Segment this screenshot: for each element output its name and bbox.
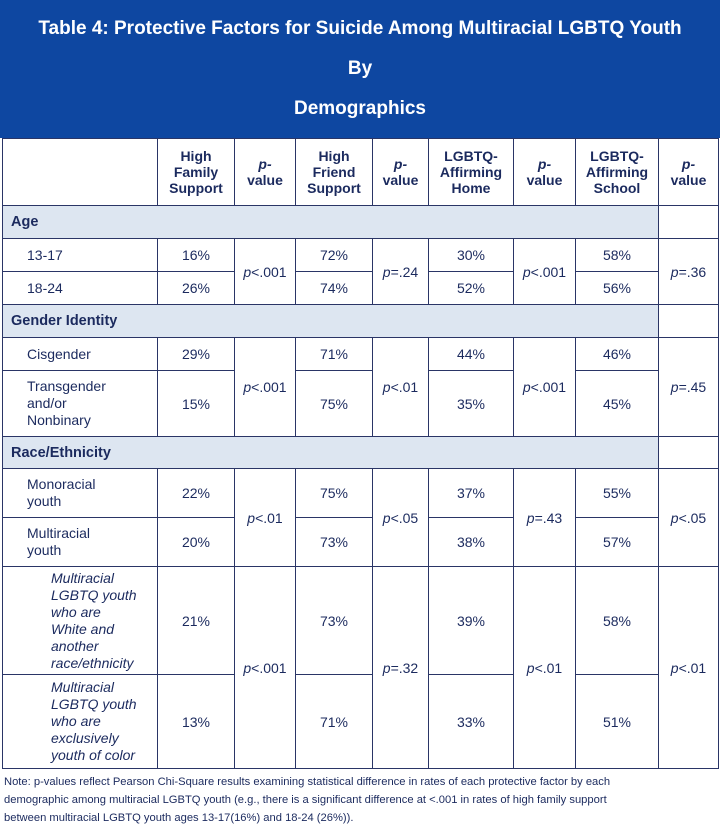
footnote (4, 773, 716, 827)
header-friend-support: High Friend Support (296, 139, 373, 206)
section-row-race (3, 437, 719, 469)
p-value-cell: p=.24 (373, 239, 429, 305)
family-value: 15% (158, 371, 235, 437)
p-value-cell: p<.001 (235, 567, 296, 769)
table-row (3, 371, 719, 437)
p-value-cell: p<.01 (659, 567, 719, 769)
table-row (3, 675, 719, 769)
home-value: 38% (429, 518, 514, 567)
table-row (3, 518, 719, 567)
home-value: 44% (429, 338, 514, 371)
p-value-cell: p<.05 (373, 469, 429, 567)
row-label: Cisgender (3, 338, 158, 371)
section-heading: Gender Identity (3, 305, 659, 338)
p-value-cell: p<.05 (659, 469, 719, 567)
school-value: 56% (576, 272, 659, 305)
family-value: 21% (158, 567, 235, 675)
friend-value: 75% (296, 371, 373, 437)
p-value-cell: p=.32 (373, 567, 429, 769)
friend-value: 75% (296, 469, 373, 518)
family-value: 20% (158, 518, 235, 567)
school-value: 51% (576, 675, 659, 769)
home-value: 30% (429, 239, 514, 272)
footnote-line-3: between multiracial LGBTQ youth ages 13-17(16%) and 18-24 (26%)). (4, 812, 354, 824)
school-value: 58% (576, 239, 659, 272)
family-value: 29% (158, 338, 235, 371)
p-value-cell: p<.001 (514, 239, 576, 305)
family-value: 16% (158, 239, 235, 272)
home-value: 39% (429, 567, 514, 675)
p-value-cell: p<.001 (235, 239, 296, 305)
p-value-cell: p=.36 (659, 239, 719, 305)
header-p-value: p- value (235, 139, 296, 206)
table-row (3, 469, 719, 518)
header-affirming-home: LGBTQ- Affirming Home (429, 139, 514, 206)
home-value: 52% (429, 272, 514, 305)
table-row (3, 338, 719, 371)
friend-value: 71% (296, 338, 373, 371)
friend-value: 73% (296, 518, 373, 567)
home-value: 33% (429, 675, 514, 769)
p-value-cell: p=.45 (659, 338, 719, 437)
p-value-cell: p<.01 (235, 469, 296, 567)
table-title (30, 9, 690, 129)
section-row-age (3, 206, 719, 239)
home-value: 37% (429, 469, 514, 518)
row-label: 18-24 (3, 272, 158, 305)
row-label: Multiracial LGBTQ youth who are White and another race/ethnicity (3, 567, 158, 675)
school-value: 55% (576, 469, 659, 518)
table-row (3, 272, 719, 305)
family-value: 26% (158, 272, 235, 305)
home-value: 35% (429, 371, 514, 437)
section-row-gender (3, 305, 719, 338)
section-heading: Race/Ethnicity (3, 437, 659, 469)
row-label: Multiracial youth (3, 518, 158, 567)
header-p-value: p- value (659, 139, 719, 206)
row-label: 13-17 (3, 239, 158, 272)
p-value-cell: p<.01 (514, 567, 576, 769)
section-heading: Age (3, 206, 659, 239)
section-blank-cell (659, 437, 719, 469)
title-line-1: Table 4: Protective Factors for Suicide Among Multiracial LGBTQ Youth By (38, 18, 682, 79)
friend-value: 72% (296, 239, 373, 272)
header-p-value: p- value (514, 139, 576, 206)
p-value-cell: p<.01 (373, 338, 429, 437)
table-row (3, 567, 719, 675)
family-value: 22% (158, 469, 235, 518)
header-p-value: p- value (373, 139, 429, 206)
school-value: 57% (576, 518, 659, 567)
family-value: 13% (158, 675, 235, 769)
p-value-cell: p<.001 (235, 338, 296, 437)
friend-value: 71% (296, 675, 373, 769)
p-value-cell: p=.43 (514, 469, 576, 567)
header-row (3, 139, 719, 206)
footnote-line-1: Note: p-values reflect Pearson Chi-Square results examining statistical difference in rates of each protective factor by each (4, 776, 611, 788)
friend-value: 73% (296, 567, 373, 675)
row-label: Multiracial LGBTQ youth who are exclusively youth of color (3, 675, 158, 769)
title-line-2: Demographics (294, 98, 426, 119)
section-blank-cell (659, 305, 719, 338)
protective-factors-table (2, 138, 719, 769)
school-value: 58% (576, 567, 659, 675)
row-label: Monoracial youth (3, 469, 158, 518)
header-blank (3, 139, 158, 206)
p-value-cell: p<.001 (514, 338, 576, 437)
row-label: Transgender and/or Nonbinary (3, 371, 158, 437)
header-family-support: High Family Support (158, 139, 235, 206)
header-affirming-school: LGBTQ- Affirming School (576, 139, 659, 206)
section-blank-cell (659, 206, 719, 239)
school-value: 45% (576, 371, 659, 437)
friend-value: 74% (296, 272, 373, 305)
school-value: 46% (576, 338, 659, 371)
footnote-line-2: demographic among multiracial LGBTQ youth (e.g., there is a significant difference at <.001 in rates of high family support (4, 794, 607, 806)
table-row (3, 239, 719, 272)
title-banner (0, 0, 720, 138)
